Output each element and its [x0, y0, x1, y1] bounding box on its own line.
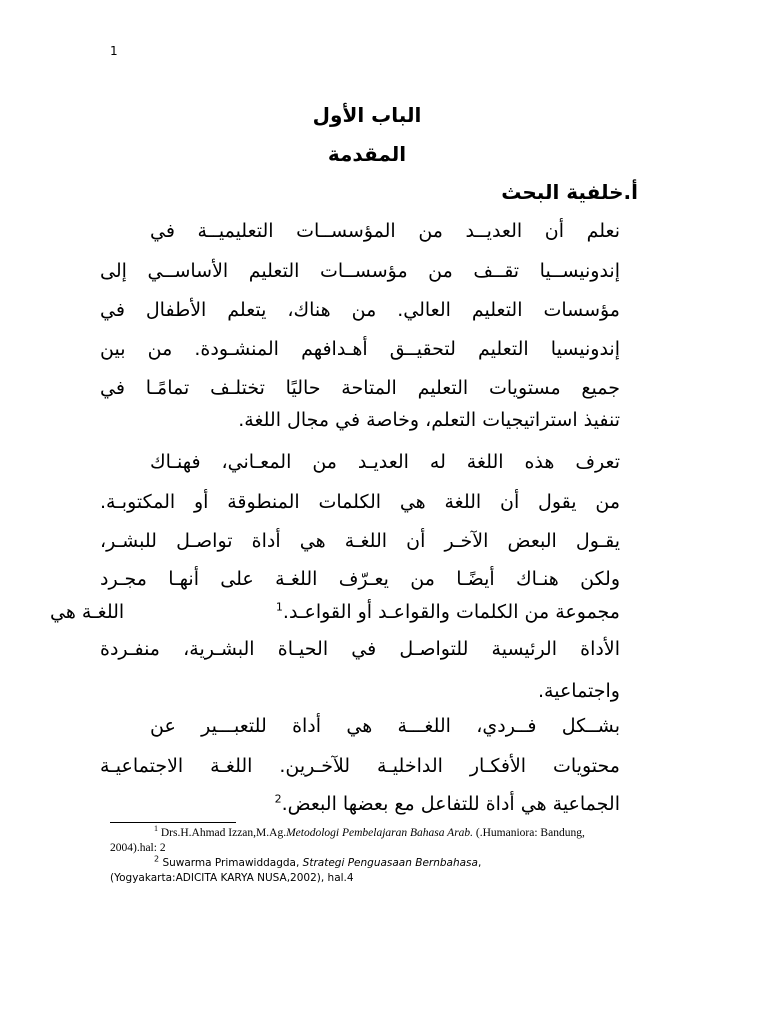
intro-title: المقدمة [327, 142, 407, 166]
footnote-book-title: Metodologi Pembelajaran Bahasa Arab. [286, 827, 474, 839]
body-line-with-footnote [50, 597, 620, 627]
body-line: محتويات الأفكـار الداخليـة للآخـرين. اللغـة الاجتماعيـة [100, 755, 620, 777]
footnote-1 [110, 826, 590, 856]
body-line-text: الجماعية هي أداة للتفاعل مع بعضها البعض. [281, 793, 620, 815]
footnote-publication: (.Humaniora: Bandung, 2004).hal: 2 [110, 827, 585, 854]
footnote-author: Suwarma Primawiddagda, [162, 857, 303, 869]
section-title: أ.خلفية البحث [501, 180, 638, 204]
footnote-ref-1: 1 [275, 600, 283, 614]
body-line: ولكن هنـاك أيضًـا من يعـرّف اللغـة على أنهـا مجـرد [100, 568, 620, 590]
body-line: من يقول أن اللغة هي الكلمات المنطوقة أو المكتوبـة. [100, 491, 620, 513]
body-line: يقـول البعض الآخـر أن اللغـة هي أداة تواصـل للبشـر، [100, 530, 620, 552]
footnote-number: 1 [154, 824, 158, 834]
footnote-ref-2: 2 [274, 792, 282, 806]
footnote-number: 2 [154, 854, 160, 864]
body-line: تعرف هذه اللغة له العديـد من المعـاني، فهنـاك [150, 451, 620, 473]
footnote-book-title: Strategi Penguasaan Bernbahasa [302, 857, 478, 869]
chapter-title: الباب الأول [312, 103, 422, 127]
body-line-with-footnote [275, 789, 620, 819]
footnote-separator [110, 822, 236, 823]
footnote-publication: , (Yogyakarta:ADICITA KARYA NUSA,2002), hal.4 [110, 857, 482, 884]
body-line: نعلم أن العديــد من المؤسســات التعليميــة في [150, 220, 620, 242]
page-number: 1 [110, 44, 118, 58]
footnote-2 [110, 856, 590, 886]
footnote-text-anchor: مجموعة من الكلمات والقواعـد أو القواعـد. [282, 601, 620, 623]
body-line: الأداة الرئيسية للتواصـل في الحيـاة البشـرية، منفـردة [100, 638, 620, 660]
body-line: جميع مستويات التعليم المتاحة حاليًا تختلـف تمامًـا في [100, 377, 620, 399]
footnote-author: Drs.H.Ahmad Izzan,M.Ag. [160, 827, 287, 839]
body-line: مؤسسات التعليم العالي. من هناك، يتعلم الأطفال في [100, 299, 620, 321]
body-line: بشــكل فــردي، اللغـــة هي أداة للتعبـــير عن [150, 715, 620, 737]
body-line: إندونيســيا تقــف من مؤسســات التعليم الأساســي إلى [100, 260, 620, 282]
body-line: إندونيسيا التعليم لتحقيــق أهـدافهم المنشـودة. من بين [100, 338, 620, 360]
body-line: واجتماعية. [537, 680, 620, 702]
body-line: تنفيذ استراتيجيات التعلم، وخاصة في مجال اللغة. [238, 409, 620, 431]
body-line-tail: اللغـة هي [50, 601, 125, 623]
